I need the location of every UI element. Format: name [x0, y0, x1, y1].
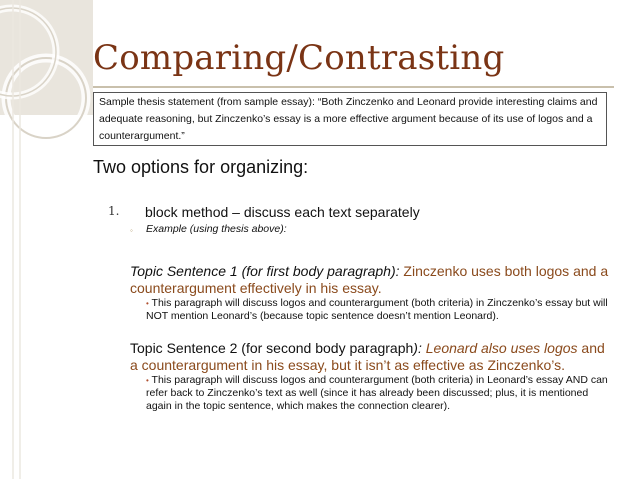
slide-title: Comparing/Contrasting — [93, 38, 505, 78]
bullet-icon: • — [146, 299, 149, 308]
topic1-paren: (for first body paragraph): — [241, 263, 400, 279]
topic1-label: Topic Sentence 1 — [130, 263, 242, 279]
topic-sentence-1 — [130, 263, 615, 297]
topic2-body: and a counterargument in his essay, but it isn’t as effective as Zinczenko’s. — [130, 340, 605, 373]
example-label: Example (using thesis above): — [146, 223, 287, 235]
list-item-text: block method – discuss each text separately — [145, 204, 420, 220]
topic1-body: Zinczenko uses both logos and a counterargument effectively in his essay. — [130, 263, 609, 296]
bullet-icon: • — [146, 376, 149, 385]
topic-sentence-2 — [130, 340, 615, 374]
title-underline — [93, 86, 614, 88]
detail-2 — [146, 374, 611, 413]
detail-1 — [146, 297, 611, 323]
list-number: 1. — [108, 204, 120, 218]
detail2-text: This paragraph will discuss logos and counterargument (both criteria) in Leonard’s essay AND can refer back to Zinczenko’s text as well (since it has already been discussed; plus, it is mentioned again in the topic sentence, which makes the connection clearer). — [146, 374, 608, 412]
topic2-close: ): — [413, 340, 422, 356]
topic2-italic: Leonard also uses logos — [421, 340, 578, 356]
thesis-box: Sample thesis statement (from sample essay): “Both Zinczenko and Leonard provide interesting claims and adequate reasoning, but Zinczenko’s essay is a more effective argument because of its use of logos and a counterargument.” — [93, 92, 607, 146]
detail1-text: This paragraph will discuss logos and counterargument (both criteria) in Zinczenko’s essay but will NOT mention Leonard’s (because topic sentence doesn’t mention Leonard). — [146, 297, 608, 322]
options-heading: Two options for organizing: — [93, 157, 309, 177]
topic2-label: Topic Sentence 2 (for second body paragraph — [130, 340, 414, 356]
sub-bullet-icon: ◦ — [130, 226, 133, 235]
